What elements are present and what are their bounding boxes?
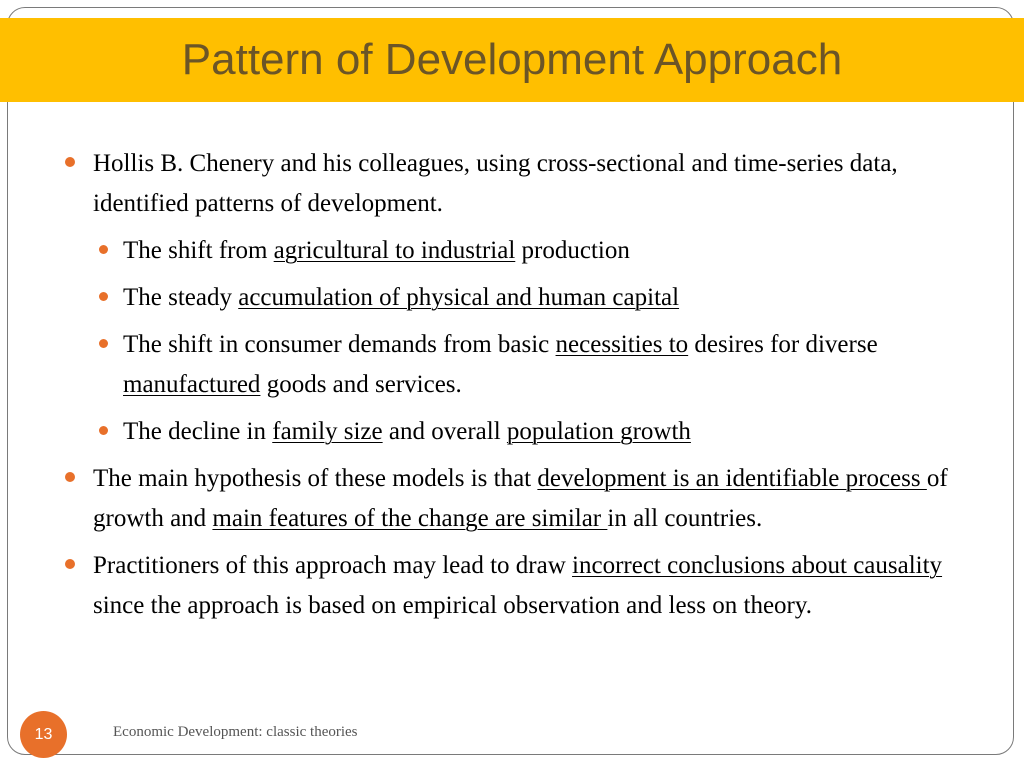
bullet-text: The shift from (123, 237, 274, 264)
underlined-phrase: agricultural to industrial (273, 237, 516, 264)
sub-bullet-agricultural-shift (90, 231, 958, 271)
bullet-main-hypothesis (58, 459, 958, 539)
bullet-text: Hollis B. Chenery and his colleagues, using cross-sectional and time-series data, identified patterns of development. (93, 150, 898, 217)
underlined-phrase: development is an identifiable process (537, 465, 927, 492)
underlined-phrase: manufactured (123, 371, 261, 398)
bullet-text: The steady (123, 284, 239, 311)
bullet-text: The shift in consumer demands from basic (123, 331, 556, 358)
bullet-chenery (58, 144, 958, 224)
bullet-text: desires for diverse (688, 331, 878, 358)
bullet-text: goods and services. (260, 371, 462, 398)
bullet-text: production (515, 237, 630, 264)
bullet-text: since the approach is based on empirical observation and less on theory. (93, 592, 812, 619)
page-number-badge: 13 (20, 711, 67, 758)
bullet-text: of growth and (93, 465, 948, 532)
underlined-phrase: population growth (506, 418, 691, 445)
underlined-phrase: necessities to (555, 331, 689, 358)
title-bar (0, 18, 1024, 102)
slide-title: Pattern of Development Approach (181, 35, 843, 84)
footer-text: Economic Development: classic theories (113, 724, 358, 740)
underlined-phrase: accumulation of physical and human capital (238, 284, 680, 311)
underlined-phrase: main features of the change are similar (212, 505, 608, 532)
bullet-text: The main hypothesis of these models is that (93, 465, 538, 492)
sub-bullet-capital-accumulation (90, 278, 958, 318)
underlined-phrase: incorrect conclusions about causality (572, 552, 943, 579)
bullet-text: Practitioners of this approach may lead to draw (93, 552, 573, 579)
bullet-text: in all countries. (607, 505, 763, 532)
bullet-text: and overall (382, 418, 507, 445)
sub-bullet-family-size (90, 412, 958, 452)
bullet-text: The decline in (123, 418, 273, 445)
slide-content (58, 144, 958, 633)
sub-bullet-consumer-demands (90, 325, 958, 405)
bullet-practitioners (58, 546, 958, 626)
underlined-phrase: family size (272, 418, 383, 445)
